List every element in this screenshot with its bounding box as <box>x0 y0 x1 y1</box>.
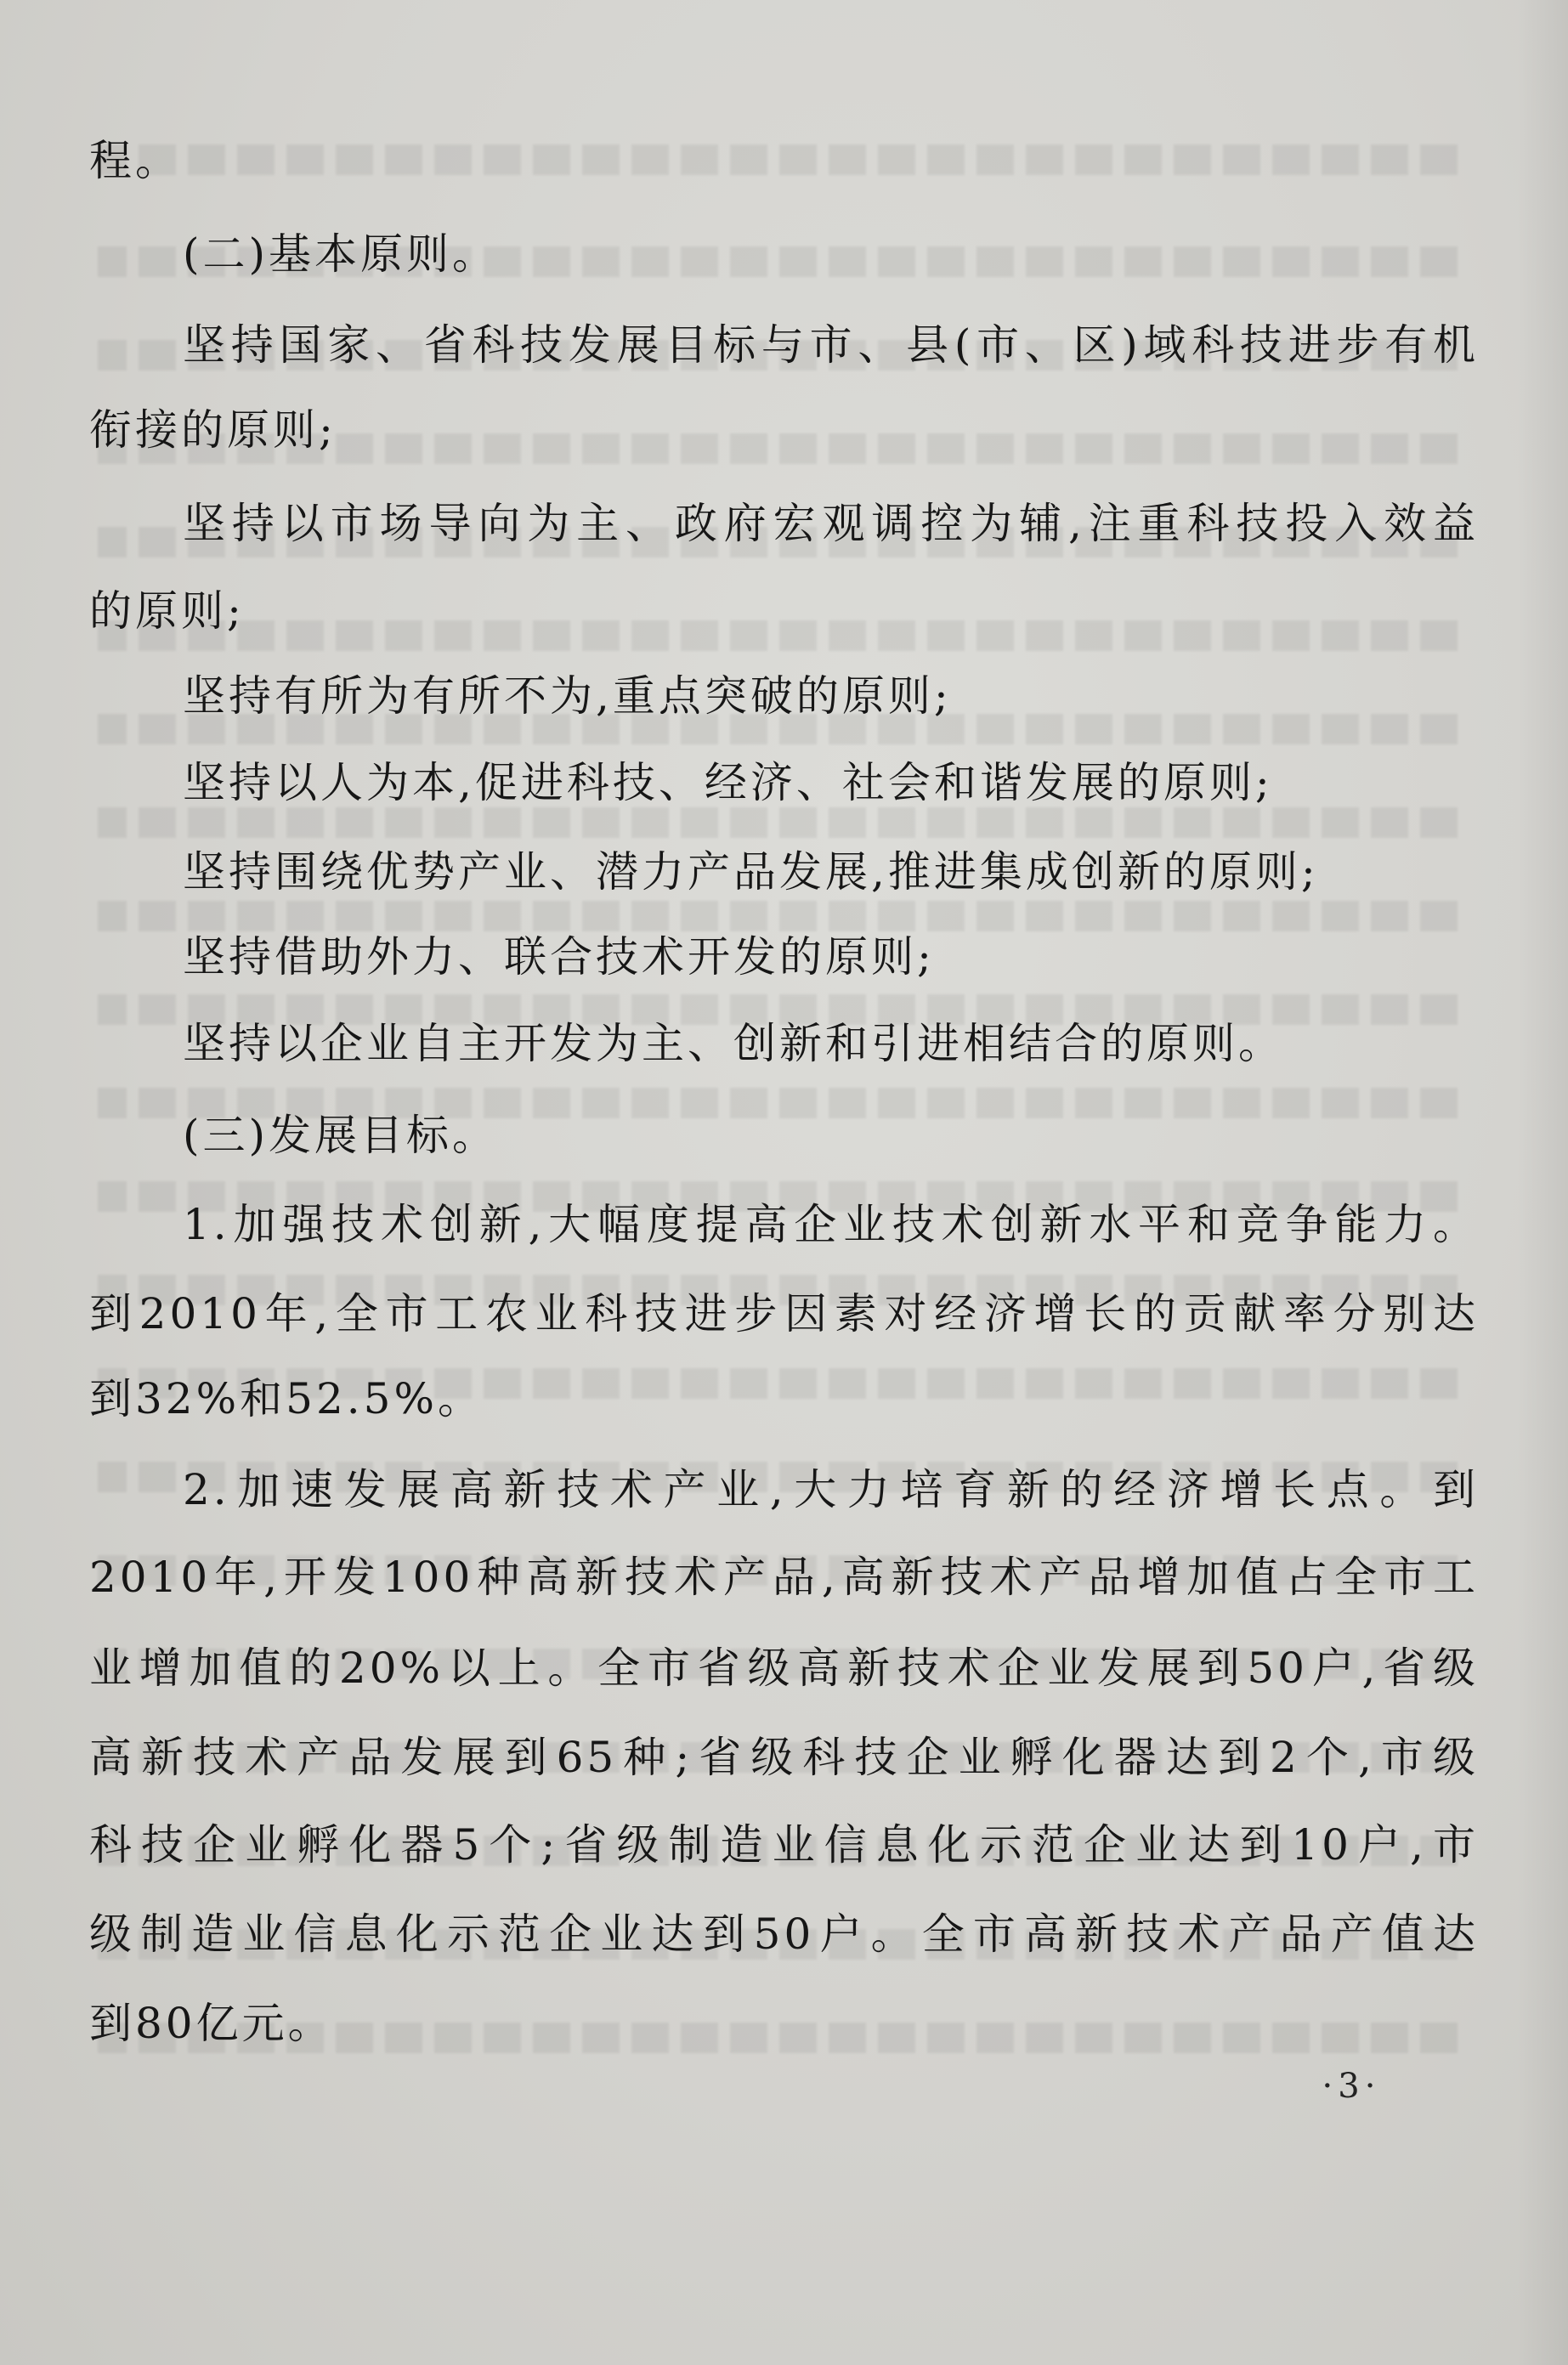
text-line: 坚持围绕优势产业、潜力产品发展,推进集成创新的原则; <box>183 847 1319 897</box>
page-number: ·3· <box>1322 2067 1381 2106</box>
section-heading: (二)基本原则。 <box>183 229 499 279</box>
text-line: 坚持以市场导向为主、政府宏观调控为辅,注重科技投入效益 <box>183 499 1479 548</box>
text-line: 2.加速发展高新技术产业,大力培育新的经济增长点。到 <box>183 1465 1479 1514</box>
text-line: 到32%和52.5%。 <box>89 1374 484 1423</box>
text-line: 1.加强技术创新,大幅度提高企业技术创新水平和竞争能力。 <box>183 1200 1479 1249</box>
text-line: 坚持借助外力、联合技术开发的原则; <box>183 932 935 982</box>
text-line: 到2010年,全市工农业科技进步因素对经济增长的贡献率分别达 <box>89 1289 1479 1338</box>
page-edge-shadow <box>1517 0 1568 2365</box>
text-line: 业增加值的20%以上。全市省级高新技术企业发展到50户,省级 <box>89 1644 1479 1693</box>
text-line: 高新技术产品发展到65种;省级科技企业孵化器达到2个,市级 <box>89 1733 1479 1782</box>
text-line: 级制造业信息化示范企业达到50户。全市高新技术产品产值达 <box>89 1910 1479 1959</box>
text-line: 的原则; <box>89 586 245 636</box>
text-line: 科技企业孵化器5个;省级制造业信息化示范企业达到10户,市 <box>89 1820 1479 1870</box>
text-line: 2010年,开发100种高新技术产品,高新技术产品增加值占全市工 <box>89 1553 1479 1602</box>
text-line: 坚持有所为有所不为,重点突破的原则; <box>183 671 952 721</box>
text-line: 坚持国家、省科技发展目标与市、县(市、区)域科技进步有机 <box>183 320 1479 370</box>
text-line: 到80亿元。 <box>89 1999 334 2048</box>
text-line: 衔接的原则; <box>89 405 337 455</box>
text-line: 坚持以企业自主开发为主、创新和引进相结合的原则。 <box>183 1019 1284 1068</box>
section-heading: (三)发展目标。 <box>183 1111 499 1160</box>
text-line: 程。 <box>89 136 181 185</box>
text-line: 坚持以人为本,促进科技、经济、社会和谐发展的原则; <box>183 758 1273 807</box>
